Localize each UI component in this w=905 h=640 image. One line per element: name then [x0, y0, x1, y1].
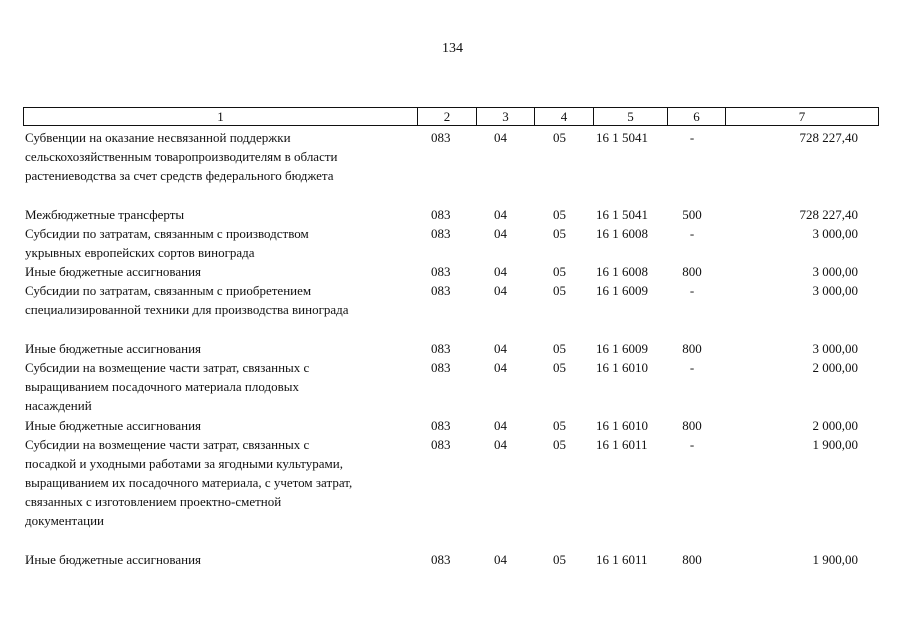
row-col-5: 16 1 6011	[596, 552, 648, 567]
row-description: Субвенции на оказание несвязанной поддержки сельскохозяйственным товаропроизводителям в области растениеводства за счет средств федерального бюджета	[25, 130, 338, 183]
row-col-2: 083	[431, 418, 451, 433]
row-col-6: 800	[682, 264, 702, 279]
row-col-6: -	[689, 360, 695, 375]
row-col-4: 05	[553, 264, 566, 279]
row-col-2: 083	[431, 360, 451, 375]
row-col-6: -	[689, 283, 695, 298]
row-col-7: 2 000,00	[812, 418, 858, 433]
row-col-3: 04	[494, 341, 507, 356]
row-col-4: 05	[553, 437, 566, 452]
header-cell-2: 2	[417, 108, 476, 125]
row-description: Иные бюджетные ассигнования	[25, 552, 202, 567]
row-col-7: 1 900,00	[812, 552, 858, 567]
table-header-row	[23, 107, 879, 126]
row-description: Межбюджетные трансферты	[25, 207, 185, 222]
row-description: Субсидии на возмещение части затрат, связанных с посадкой и уходными работами за ягодными культурами, выращиванием их посадочного материала, с учетом затрат, связанных с изготовлением проектно-сметной документации	[25, 437, 353, 528]
header-cell-5: 5	[593, 108, 667, 125]
row-col-6: 800	[682, 418, 702, 433]
row-col-7: 2 000,00	[812, 360, 858, 375]
row-col-4: 05	[553, 207, 566, 222]
row-col-5: 16 1 6010	[596, 418, 648, 433]
row-col-3: 04	[494, 283, 507, 298]
row-col-5: 16 1 5041	[596, 130, 648, 145]
header-cell-3: 3	[476, 108, 534, 125]
row-col-2: 083	[431, 226, 451, 241]
row-col-3: 04	[494, 360, 507, 375]
row-description: Субсидии на возмещение части затрат, связанных с выращиванием посадочного материала плодовых насаждений	[25, 360, 310, 413]
row-col-4: 05	[553, 130, 566, 145]
row-description: Субсидии по затратам, связанным с приобретением специализированной техники для производства винограда	[25, 283, 349, 317]
row-col-6: 800	[682, 552, 702, 567]
row-col-4: 05	[553, 360, 566, 375]
row-col-7: 3 000,00	[812, 341, 858, 356]
row-col-2: 083	[431, 437, 451, 452]
row-col-3: 04	[494, 207, 507, 222]
row-col-6: 800	[682, 341, 702, 356]
row-description: Иные бюджетные ассигнования	[25, 341, 202, 356]
header-cell-4: 4	[534, 108, 593, 125]
row-col-6: -	[689, 226, 695, 241]
row-col-6: -	[689, 130, 695, 145]
row-col-5: 16 1 6009	[596, 341, 648, 356]
header-cell-7: 7	[725, 108, 878, 125]
row-col-4: 05	[553, 552, 566, 567]
header-cell-1: 1	[217, 109, 224, 124]
row-col-7: 3 000,00	[812, 264, 858, 279]
row-col-3: 04	[494, 130, 507, 145]
row-col-4: 05	[553, 418, 566, 433]
row-col-6: -	[689, 437, 695, 452]
row-col-2: 083	[431, 341, 451, 356]
row-col-2: 083	[431, 264, 451, 279]
row-col-3: 04	[494, 264, 507, 279]
row-col-4: 05	[553, 341, 566, 356]
row-col-4: 05	[553, 226, 566, 241]
row-col-7: 728 227,40	[799, 207, 858, 222]
row-description: Иные бюджетные ассигнования	[25, 418, 202, 433]
row-col-5: 16 1 5041	[596, 207, 648, 222]
row-col-2: 083	[431, 552, 451, 567]
row-col-3: 04	[494, 437, 507, 452]
row-col-4: 05	[553, 283, 566, 298]
page-number: 134	[442, 41, 463, 56]
row-col-2: 083	[431, 283, 451, 298]
row-col-5: 16 1 6010	[596, 360, 648, 375]
row-description: Иные бюджетные ассигнования	[25, 264, 202, 279]
row-col-3: 04	[494, 226, 507, 241]
row-description: Субсидии по затратам, связанным с производством укрывных европейских сортов винограда	[25, 226, 309, 260]
row-col-7: 3 000,00	[812, 283, 858, 298]
row-col-3: 04	[494, 418, 507, 433]
row-col-5: 16 1 6008	[596, 226, 648, 241]
header-cell-6: 6	[667, 108, 725, 125]
row-col-7: 3 000,00	[812, 226, 858, 241]
row-col-2: 083	[431, 130, 451, 145]
row-col-7: 1 900,00	[812, 437, 858, 452]
row-col-6: 500	[682, 207, 702, 222]
row-col-3: 04	[494, 552, 507, 567]
row-col-5: 16 1 6008	[596, 264, 648, 279]
row-col-2: 083	[431, 207, 451, 222]
row-col-5: 16 1 6011	[596, 437, 648, 452]
row-col-7: 728 227,40	[799, 130, 858, 145]
row-col-5: 16 1 6009	[596, 283, 648, 298]
